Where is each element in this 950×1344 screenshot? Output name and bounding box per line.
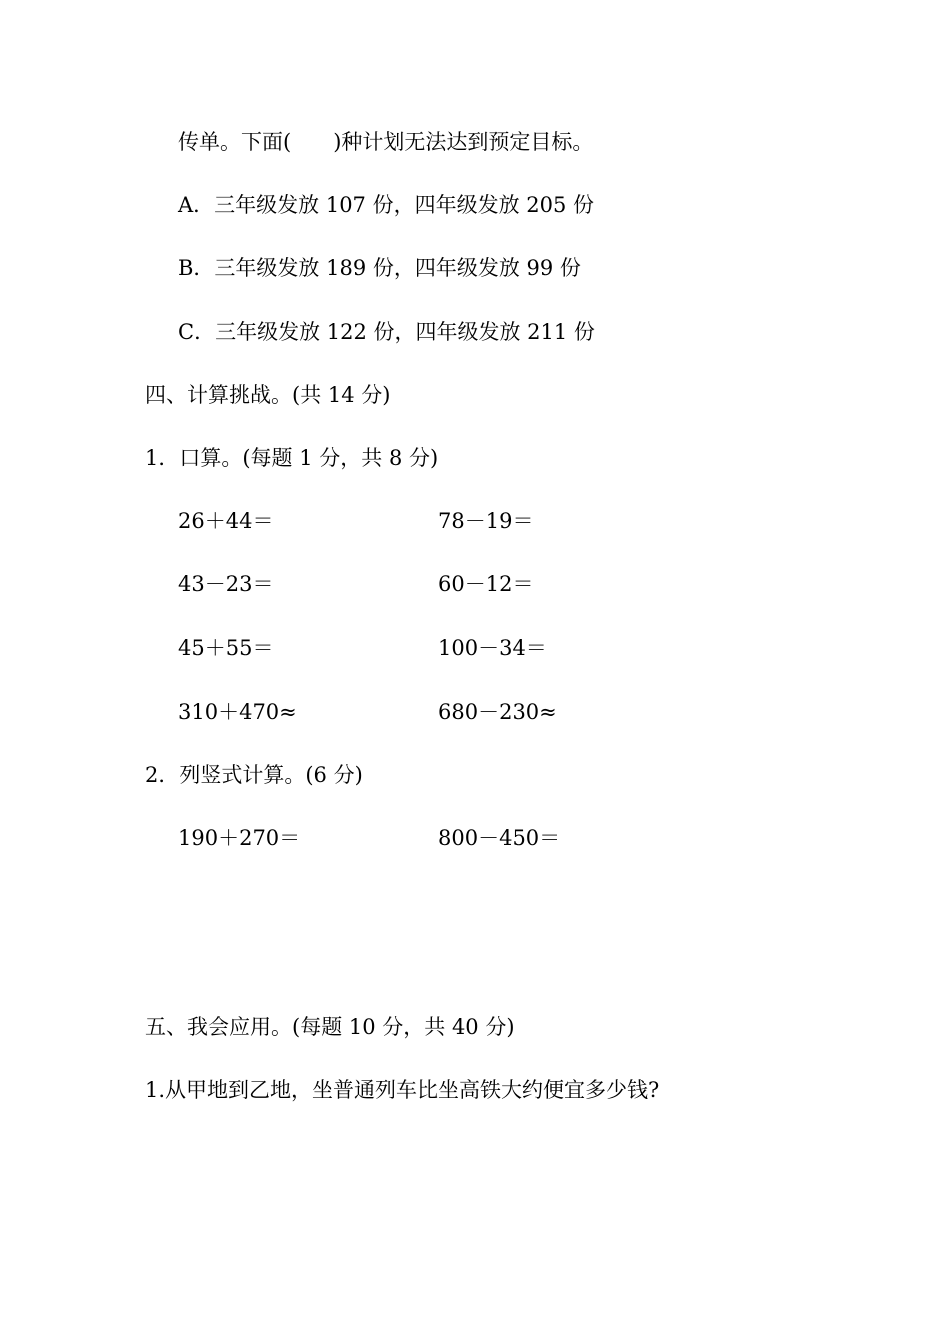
question-3-tail: 传单。下面( )种计划无法达到预定目标。 — [178, 130, 594, 154]
calc-item: 60－12＝ — [438, 572, 534, 596]
application-question-1: 1.从甲地到乙地，坐普通列车比坐高铁大约便宜多少钱? — [145, 1078, 660, 1102]
option-a: A．三年级发放 107 份，四年级发放 205 份 — [178, 193, 595, 217]
calc-item: 45＋55＝ — [178, 636, 274, 660]
section-5-heading: 五、我会应用。(每题 10 分，共 40 分) — [145, 1015, 515, 1039]
calc-item: 680－230≈ — [438, 700, 557, 724]
option-c: C．三年级发放 122 份，四年级发放 211 份 — [178, 320, 595, 344]
calc-item: 26＋44＝ — [178, 509, 274, 533]
calc-item: 78－19＝ — [438, 509, 534, 533]
calc-item: 310＋470≈ — [178, 700, 297, 724]
calc-item: 100－34＝ — [438, 636, 547, 660]
calc-item: 43－23＝ — [178, 572, 274, 596]
option-b: B．三年级发放 189 份，四年级发放 99 份 — [178, 256, 581, 280]
vertical-calc-item: 190＋270＝ — [178, 826, 301, 850]
section-4-heading: 四、计算挑战。(共 14 分) — [145, 383, 391, 407]
vertical-calc-item: 800－450＝ — [438, 826, 561, 850]
vertical-calc-heading: 2．列竖式计算。(6 分) — [145, 763, 363, 787]
oral-calc-heading: 1．口算。(每题 1 分，共 8 分) — [145, 446, 439, 470]
